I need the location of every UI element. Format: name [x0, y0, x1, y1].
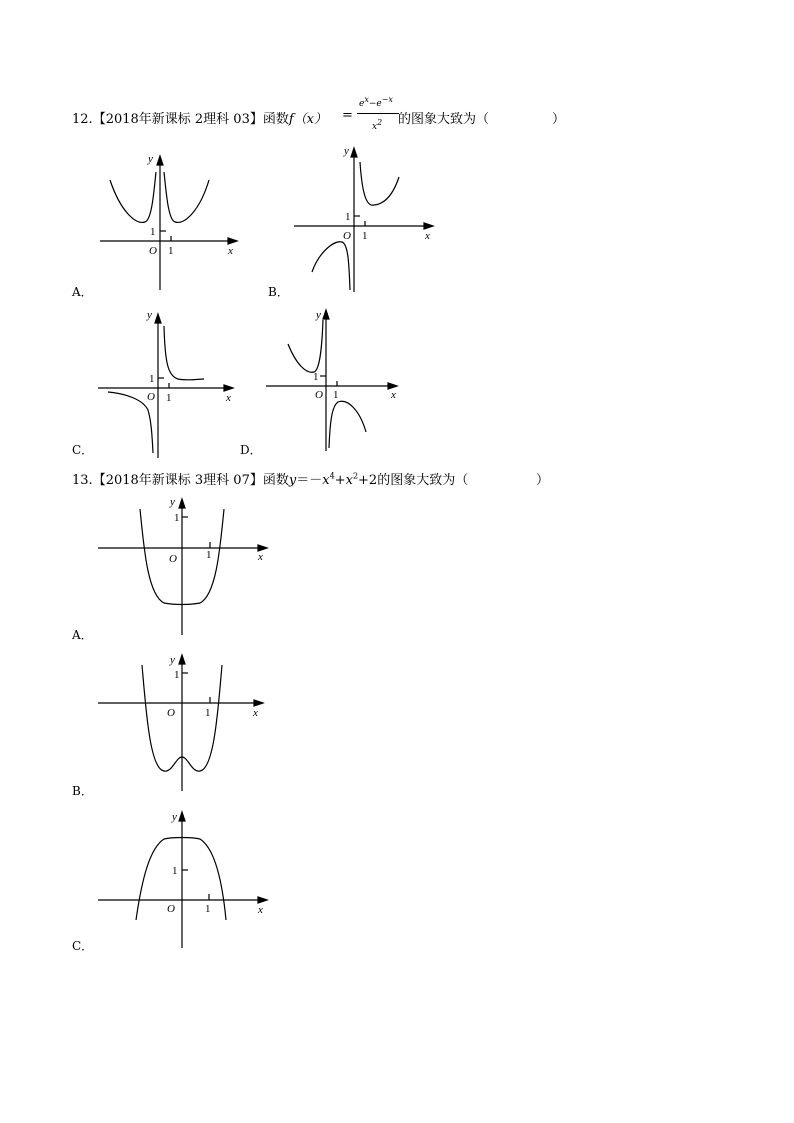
axis-x-label: x	[425, 230, 430, 242]
q12-tail: 的图象大致为（	[398, 112, 490, 127]
axis-y-label: y	[147, 309, 152, 321]
tick-one-x: 1	[205, 707, 211, 719]
q12-graph-c	[98, 308, 248, 458]
q13-stem	[72, 469, 468, 488]
q13-expr-p2: 2	[352, 471, 359, 481]
q13-expr-plus1: +	[334, 473, 346, 488]
q12-numerator: $e^x-e^{-x}$	[359, 95, 393, 109]
origin-label: O	[147, 391, 155, 403]
axis-x-label: x	[253, 707, 258, 719]
q12-fraction-bar	[357, 113, 399, 114]
tick-one-y: 1	[149, 373, 155, 385]
origin-label: O	[167, 707, 175, 719]
origin-label: O	[149, 245, 157, 257]
q13-lead: 函数	[262, 473, 289, 488]
q12-number: 12.	[72, 112, 93, 127]
q12-lead: 函数	[262, 112, 289, 127]
q13-expr-p1: 4	[329, 471, 335, 481]
q12-paren-close: ）	[552, 112, 566, 127]
q13-tail: 的图象大致为（	[377, 473, 469, 488]
axis-y-label: y	[170, 654, 175, 666]
axis-y-label: y	[170, 496, 175, 508]
q12-graph-a	[100, 150, 250, 290]
q12-eq: =	[342, 108, 353, 123]
q12-denominator: $x^2$	[372, 118, 383, 132]
q12-option-a: A．	[72, 285, 93, 299]
axis-x-label: x	[228, 245, 233, 257]
axis-x-label: x	[226, 392, 231, 404]
axis-y-label: y	[148, 153, 153, 165]
q12-graph-b	[294, 142, 444, 292]
tick-one-x: 1	[362, 230, 368, 242]
tick-one-x: 1	[205, 903, 211, 915]
tick-one-y: 1	[172, 865, 178, 877]
q12-option-c: C．	[72, 443, 94, 457]
origin-label: O	[167, 903, 175, 915]
q13-number: 13.	[72, 473, 93, 488]
tick-one-y: 1	[313, 371, 319, 383]
tick-one-x: 1	[206, 549, 212, 561]
q13-expr-y: y	[288, 473, 297, 488]
tick-one-x: 1	[166, 392, 172, 404]
q12-option-b: B．	[268, 285, 289, 299]
axis-x-label: x	[258, 551, 263, 563]
tick-one-y: 1	[345, 211, 351, 223]
tick-one-y: 1	[174, 512, 180, 524]
q12-stem	[72, 108, 327, 127]
origin-label: O	[343, 230, 351, 242]
q13-graph-a	[98, 495, 278, 635]
axis-y-label: y	[344, 145, 349, 157]
q12-graph-d	[266, 306, 416, 456]
tick-one-y: 1	[174, 669, 180, 681]
axis-y-label: y	[172, 811, 177, 823]
q13-option-b: B．	[72, 784, 93, 798]
axis-x-label: x	[258, 904, 263, 916]
q13-expr-x2: x	[345, 473, 353, 488]
q13-option-c: C．	[72, 939, 94, 953]
origin-label: O	[315, 389, 323, 401]
q13-paren-close: ）	[536, 473, 550, 488]
tick-one-x: 1	[168, 245, 174, 257]
tick-one-x: 1	[333, 389, 339, 401]
q13-option-a: A．	[72, 628, 93, 642]
q13-graph-c	[98, 808, 278, 948]
origin-label: O	[169, 553, 177, 565]
axis-y-label: y	[316, 309, 321, 321]
q13-expr-eq: ＝－	[296, 473, 323, 488]
q12-source: 【2018年新课标 2理科 03】	[92, 112, 263, 127]
q13-source: 【2018年新课标 3理科 07】	[92, 473, 263, 488]
tick-one-y: 1	[150, 226, 156, 238]
q13-graph-b	[98, 651, 278, 791]
q12-option-d: D．	[240, 443, 262, 457]
q12-func: f（x）	[288, 112, 328, 127]
axis-x-label: x	[391, 389, 396, 401]
q13-expr-x1: x	[322, 473, 330, 488]
q13-expr-rest: +2	[358, 473, 378, 488]
